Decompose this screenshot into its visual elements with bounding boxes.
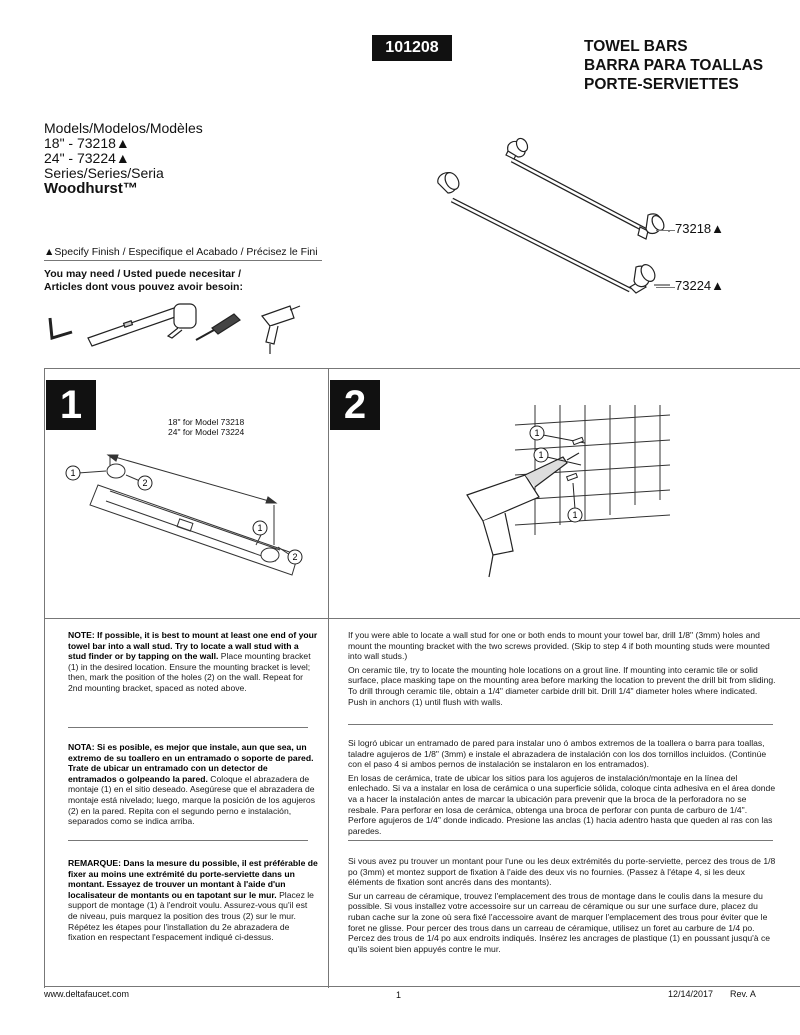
dimension-note: [168, 417, 244, 437]
callout-anchor-1: 1: [534, 428, 540, 438]
column-divider: [328, 368, 329, 988]
series-name: Woodhurst™: [44, 180, 138, 197]
label-73224: 73224▲: [675, 278, 725, 293]
step-1-spanish-note: NOTA: Si es posible, es mejor que instale, aun que sea, un extremo de su toallero en un entramado o soporte de pared. Trate de ubicar un entramado con un detector de entramados o golpeando la pared.: [68, 742, 314, 784]
step-1-english-body: Place mounting bracket (1) in the desired location. Ensure the mounting bracket is level; then, mark the position of the holes (2) on the wall. Repeat for 2nd mounting bracket, spaced as noted above.: [68, 651, 311, 693]
models-block: [44, 121, 203, 196]
step-2-divider-2: [348, 840, 773, 841]
step-1-number: 1: [46, 380, 96, 430]
tools-heading: [44, 268, 243, 294]
step-1-english: [68, 630, 318, 694]
title-english: TOWEL BARS: [584, 38, 688, 55]
screwdriver-icon: [196, 314, 240, 340]
hex-key-icon: [50, 318, 72, 338]
step-2-english-p2: On ceramic tile, try to locate the mounting hole locations on a grout line. If mounting into ceramic tile or solid surface, place masking tape on the mounting area before marking the location to prevent the drill bit from sliding. To drill through ceramic tile, obtain a 1/4" diameter carbide drill bit. Drill 1/4" diameter holes where indicated. Push in anchors (1) until flush with walls.: [348, 664, 776, 707]
label-73218: 73218▲: [675, 221, 725, 236]
step-1-spanish: [68, 742, 318, 827]
callout-2b: 2: [292, 552, 298, 562]
callout-anchor-2: 1: [538, 450, 544, 460]
drill-icon: [262, 306, 300, 354]
page-number: 1: [396, 990, 402, 1000]
tools-line1: You may need / Usted puede necesitar /: [44, 268, 242, 280]
step-2-divider-1: [348, 724, 773, 725]
callout-anchor-3: 1: [572, 510, 578, 520]
step-2-french: [348, 856, 776, 957]
series-label: Series/Series/Seria: [44, 165, 164, 181]
step-2-spanish-p2: En losas de cerámica, trate de ubicar los sitios para los agujeros de instalación/montaje en la línea del enlechado. Si va a instalar en losa de cerámica o una superficie sólida, coloque cinta adhesiva en el área donde va a hacer la instalación antes de marcar la ubicación para prevenir que la broca de la perforadora no se resbale. Para perforar en losa de cerámica, obtenga una broca de perforar con punta de carburo de 1/4". Perfore agujeros de 1/4" donde indicado. Presione las anclas (1) hacia adentro hasta que queden al ras con las paredes.: [348, 772, 776, 836]
left-border: [44, 368, 45, 988]
document-title: [584, 37, 763, 94]
title-french: PORTE-SERVIETTES: [584, 76, 739, 93]
step-2-spanish: [348, 738, 776, 839]
model-number-badge: 101208: [372, 35, 452, 61]
step-2-french-p2: Sur un carreau de céramique, trouvez l'emplacement des trous de montage dans le coulis dans la mesure du possible. Si vous installez votre accessoire sur un carreau de céramique ou sur une surface dure, placez du ruban cache sur la zone où sera fixé l'accessoire avant de marquer l'emplacement des trous pour éviter que le foret ne glisse. Pour percer des trous dans un carreau de céramique, utilisez un foret au carbure de 1/4 po. Percez des trous de 1/4 po aux endroits indiqués. Insérez les ancrages de plastique (1) en poussant jusqu'à ce qu'ils soient bien appuyés contre le mur.: [348, 890, 771, 954]
dimension-18: 18" for Model 73218: [168, 417, 245, 427]
title-spanish: BARRA PARA TOALLAS: [584, 57, 764, 74]
callout-2a: 2: [142, 478, 148, 488]
step-1-divider-1: [68, 727, 308, 728]
website-link[interactable]: www.deltafaucet.com: [44, 989, 130, 999]
callout-1a: 1: [70, 468, 76, 478]
models-heading: Models/Modelos/Modèles: [44, 120, 203, 136]
step-1-spanish-body: Coloque el abrazadera de montaje (1) en el sitio deseado. Asegúrese que el abrazadera de montaje está nivelado; luego, marque la posición de los agujeros (2) en la pared. Repita con el segundo perno e instalación, separados como se indica arriba.: [68, 773, 315, 827]
revision-date: 12/14/2017: [668, 989, 714, 999]
step-2-english-p1: If you were able to locate a wall stud for one or both ends to mount your towel bar, drill 1/8" (3mm) holes and mount the mounting bracket with the two screws provided. (Skip to step 4 if both mounting studs were mounted into wall studs.): [348, 630, 770, 662]
model-24: 24" - 73224▲: [44, 150, 130, 166]
step-1-french-note: REMARQUE: Dans la mesure du possible, il est préférable de fixer au moins une extrémité du porte-serviette dans un montant. Essayez de trouver un montant à l'aide d'un localisateur de montants ou en tapotant sur le mur.: [68, 858, 318, 900]
tools-line2: Articles dont vous pouvez avoir besoin:: [44, 281, 243, 293]
step-2-number: 2: [330, 380, 380, 430]
revision-label: Rev. A: [730, 989, 756, 999]
finish-note: ▲Specify Finish / Especifique el Acabado / Précisez le Fini: [44, 246, 318, 258]
tools-row: [44, 296, 304, 356]
step-2-diagram: [455, 405, 670, 605]
step-1-divider-2: [68, 840, 308, 841]
towel-bar-illustration: [430, 135, 670, 310]
finish-divider: [44, 260, 322, 261]
model-18: 18" - 73218▲: [44, 135, 130, 151]
callout-1b: 1: [257, 523, 263, 533]
leader-73218: [656, 230, 675, 231]
figure-text-divider: [44, 618, 800, 619]
dimension-24: 24" for Model 73224: [168, 427, 245, 437]
footer-divider: [44, 986, 800, 987]
step-1-french: [68, 858, 318, 943]
level-icon: [88, 308, 178, 346]
section-divider: [44, 368, 800, 369]
step-2-english: [348, 630, 776, 710]
step-1-french-body: Placez le support de montage (1) à l'endroit voulu. Assurez-vous qu'il est de niveau, puis marquez la position des trous (2) sur le mur. Répétez les étapes pour l'installation du 2e abrazadera de fixation en respectant l'espacement indiqué ci-dessus.: [68, 889, 314, 943]
step-2-french-p1: Si vous avez pu trouver un montant pour l'une ou les deux extrémités du porte-serviette, percez des trous de 1/8 po (3mm) et montez support de fixation à l'aide des deux vis no fournies. (Passez à l'étape 4, si les deux éléments de fixation sont ancrés dans des montants).: [348, 856, 776, 888]
step-1-english-note: NOTE: If possible, it is best to mount at least one end of your towel bar into a wall stud. Try to locate a wall stud with a stud finder or by tapping on the wall.: [68, 630, 318, 662]
step-2-spanish-p1: Si logró ubicar un entramado de pared para instalar uno ó ambos extremos de la toallera o barra para toallas, taladre agujeros de 1/8" (3mm) e instale el abrazadera de instalación con los dos tornillos incluidos. (Continúe con el paso 4 si ambos pernos de instalación se instalaron en los entramados).: [348, 738, 767, 770]
leader-73224: [656, 287, 675, 288]
